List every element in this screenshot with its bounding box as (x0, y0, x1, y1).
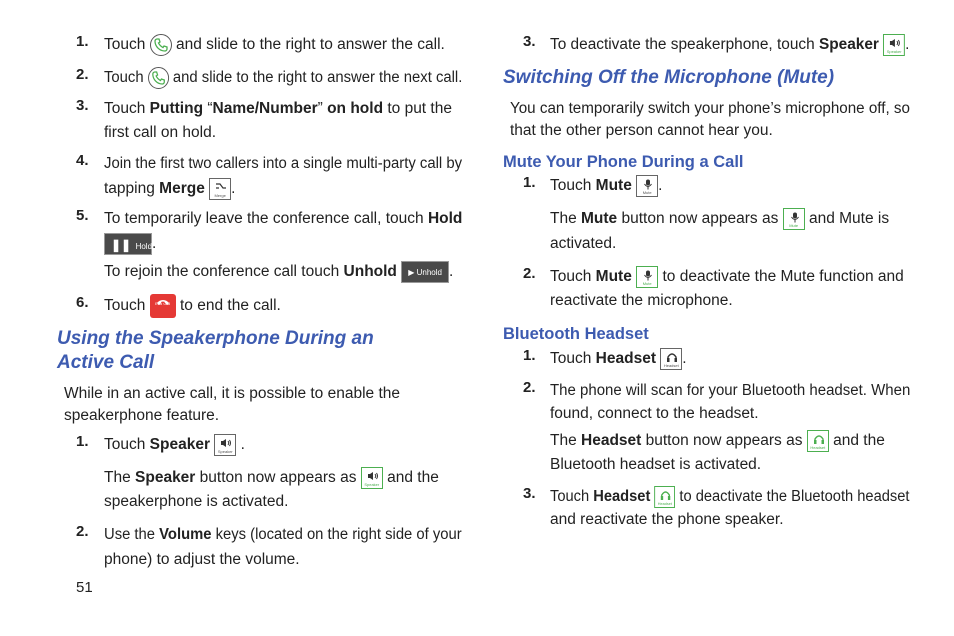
step-number: 3. (523, 485, 536, 502)
microphone-muted-icon: Mute (783, 208, 805, 230)
step-text-line: first call on hold. (104, 124, 216, 141)
end-call-icon: End Call (150, 294, 176, 318)
phone-answer-icon (148, 67, 169, 89)
step-put-on-hold: Touch Putting “Name/Number” on hold to put the (104, 100, 452, 117)
step-text-line: The phone will scan for your Bluetooth headset. When (550, 382, 911, 399)
step-answer-next-call: Touch and slide to the right to answer the next call. (104, 66, 462, 90)
step-text-line: reactivate the microphone. (550, 292, 733, 309)
headset-active-line: The Headset button now appears as Headset and the (550, 429, 885, 453)
step-unmute: Touch Mute Mute to deactivate the Mute function and (550, 265, 904, 289)
step-text-line: Bluetooth headset is activated. (550, 456, 762, 473)
hold-icon: ❚❚ Hold (104, 233, 152, 255)
step-number: 3. (76, 97, 89, 114)
step-number: 2. (76, 523, 89, 540)
subheading-mute: Mute Your Phone During a Call (503, 153, 744, 171)
subheading-bluetooth: Bluetooth Headset (503, 325, 649, 343)
step-text-line: speakerphone is activated. (104, 493, 289, 510)
microphone-muted-icon: Mute (636, 266, 658, 288)
step-number: 3. (523, 33, 536, 50)
section-heading-speakerphone: Using the Speakerphone During an (57, 328, 374, 349)
step-merge-line1: Join the first two callers into a single multi-party call by (104, 155, 463, 172)
step-number: 1. (76, 33, 89, 50)
step-number: 1. (523, 174, 536, 191)
step-deactivate-headset: Touch Headset Headset to deactivate the Bluetooth headset (550, 485, 910, 509)
mute-active-line: The Mute button now appears as Mute and Mute is (550, 207, 889, 231)
step-number: 2. (523, 265, 536, 282)
intro-text: that the other person cannot hear you. (510, 122, 773, 139)
step-mute: Touch Mute Mute . (550, 174, 662, 198)
step-volume: Use the Volume keys (located on the right side of your (104, 526, 462, 543)
step-number: 1. (76, 433, 89, 450)
intro-text: speakerphone feature. (64, 407, 220, 424)
step-number: 4. (76, 152, 89, 169)
microphone-icon: Mute (636, 175, 658, 197)
headset-active-icon: Headset (807, 430, 829, 452)
step-text-line: found, connect to the headset. (550, 405, 759, 422)
step-merge: tapping Merge Merge . (104, 177, 235, 201)
step-headset: Touch Headset Headset . (550, 347, 687, 371)
unhold-line: To rejoin the conference call touch Unhold ▶ Unhold . (104, 260, 453, 284)
phone-answer-icon (150, 34, 172, 56)
speaker-active-icon: Speaker (361, 467, 383, 489)
step-text-line: phone) to adjust the volume. (104, 551, 300, 568)
step-hold: To temporarily leave the conference call, touch Hold (104, 210, 463, 227)
speaker-active-icon: Speaker (883, 34, 905, 56)
intro-text: You can temporarily switch your phone’s microphone off, so (510, 100, 910, 117)
step-number: 2. (523, 379, 536, 396)
speaker-active-line: The Speaker button now appears as Speaker and the (104, 466, 439, 490)
intro-text: While in an active call, it is possible to enable the (64, 385, 401, 402)
step-number: 5. (76, 207, 89, 224)
unhold-icon: ▶ Unhold (401, 261, 449, 283)
section-heading-speakerphone-2: Active Call (57, 352, 155, 373)
step-number: 1. (523, 347, 536, 364)
speaker-icon: Speaker (214, 434, 236, 456)
headset-active-icon: Headset (654, 486, 675, 508)
page-number: 51 (76, 579, 93, 596)
step-answer-call: Touch and slide to the right to answer the call. (104, 33, 445, 57)
step-speaker: Touch Speaker Speaker . (104, 433, 245, 457)
step-end-call: Touch End Call to end the call. (104, 294, 281, 318)
step-text-line: and reactivate the phone speaker. (550, 511, 784, 528)
step-deactivate-speaker: To deactivate the speakerphone, touch Speaker Speaker . (550, 33, 909, 57)
step-number: 6. (76, 294, 89, 311)
headset-icon: Headset (660, 348, 682, 370)
step-text-line: activated. (550, 235, 617, 252)
step-number: 2. (76, 66, 89, 83)
hold-line: ❚❚ Hold. (104, 232, 156, 256)
merge-icon: Merge (209, 178, 231, 200)
section-heading-mute: Switching Off the Microphone (Mute) (503, 67, 835, 88)
